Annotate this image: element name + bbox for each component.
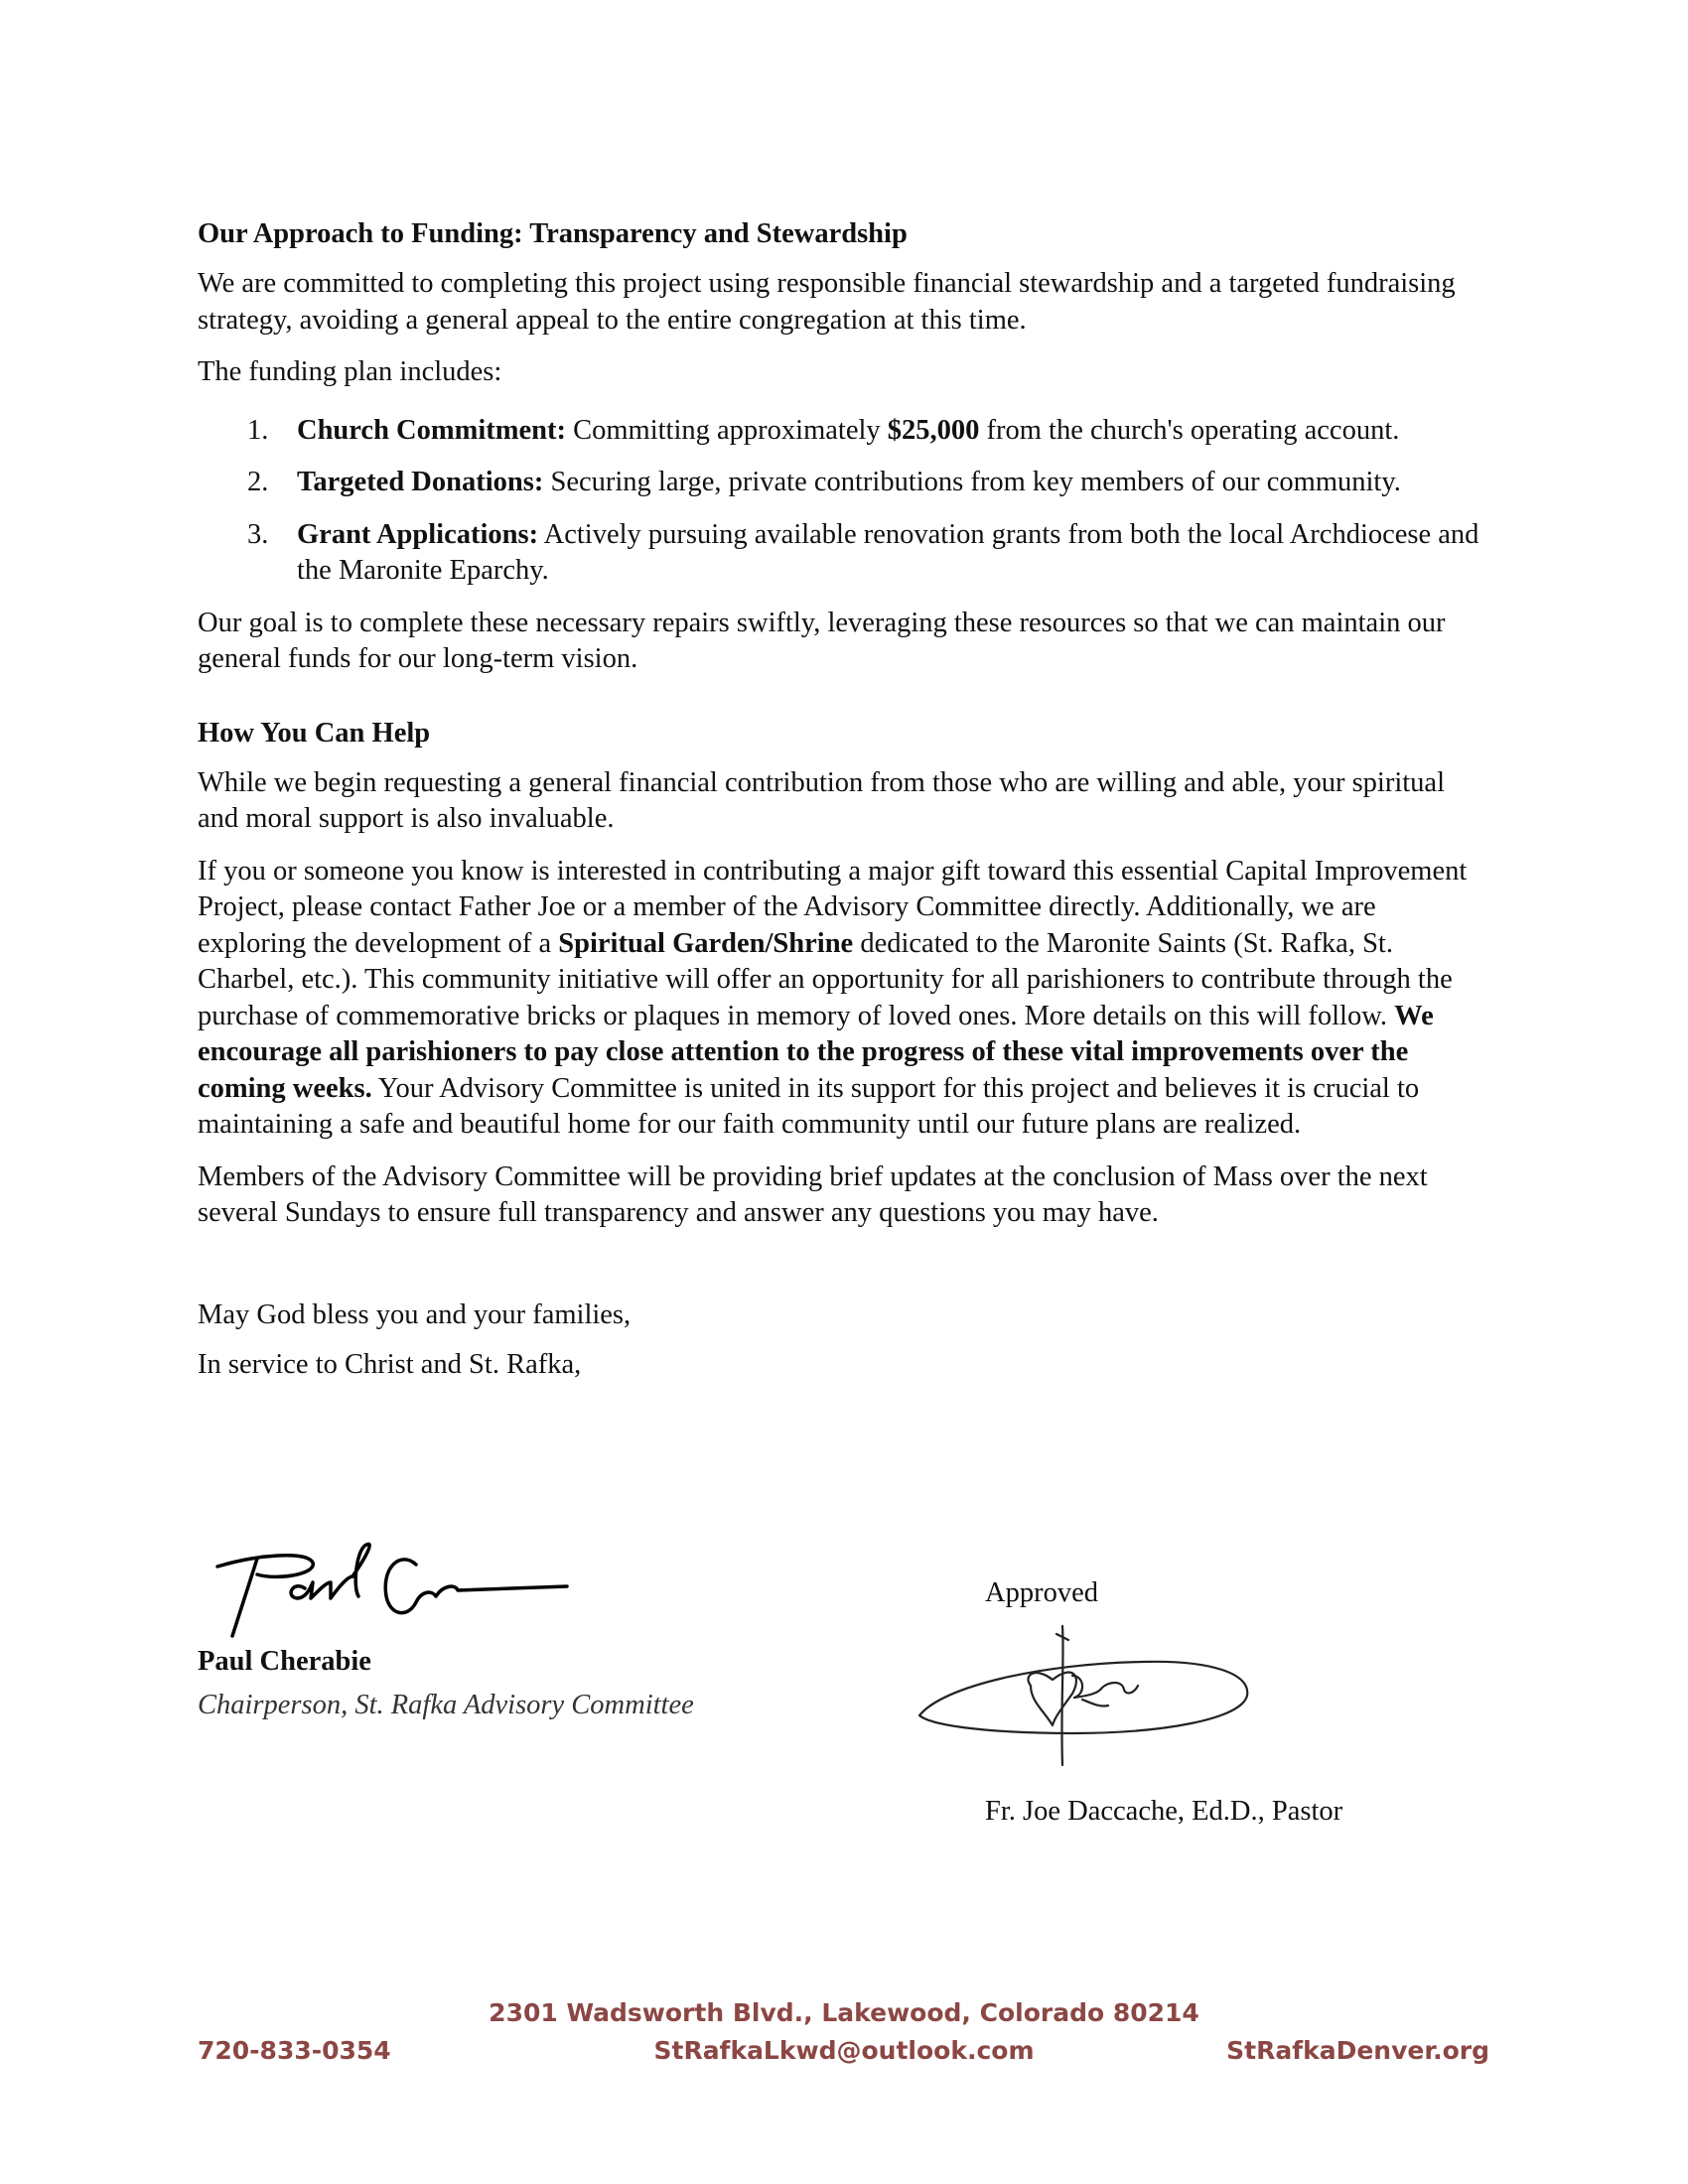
help-para-2: If you or someone you know is interested in contributing a major gift toward this essential Capital Improvement Project, please contact Father Joe or a member of the Advisory Committee directly. Additionally, we are exploring the development of a Spiritual Garden/Shrine dedicated to the Maronite Saints (St. Rafka, St. Charbel, etc.). This community initiative will offer an opportunity for all parishioners to contribute through the purchase of commemorative bricks or plaques in memory of loved ones. More details on this will follow. We encourage all parishioners to pay close attention to the progress of these vital improvements over the coming weeks. Your Advisory Committee is united in its support for this project and believes it is crucial to maintaining a safe and beautiful home for our faith community until our future plans are realized.: [198, 855, 1468, 1140]
footer-website[interactable]: StRafkaDenver.org: [1226, 2036, 1489, 2065]
chair-signature-block: [198, 1537, 793, 1720]
footer-phone[interactable]: 720-833-0354: [198, 2036, 391, 2065]
funding-heading: Our Approach to Funding: Transparency and Stewardship: [198, 218, 908, 249]
commitment-amount: $25,000: [887, 414, 980, 446]
help-heading: How You Can Help: [198, 717, 431, 749]
service-line: In service to Christ and St. Rafka,: [198, 1349, 582, 1380]
letter-body: [198, 216, 1488, 1398]
list-item: 1. Church Commitment: Committing approximately $25,000 from the church's operating account.: [247, 414, 1400, 446]
funding-goal: Our goal is to complete these necessary repairs swiftly, leveraging these resources so that we can maintain our general funds for our long-term vision.: [198, 607, 1446, 674]
help-para-1: While we begin requesting a general financial contribution from those who are willing and able, your spiritual and moral support is also invaluable.: [198, 766, 1445, 834]
handwritten-signature-chair: [198, 1537, 595, 1646]
list-item: 3. Grant Applications: Actively pursuing available renovation grants from both the local Archdiocese and the Maronite Eparchy.: [247, 518, 1479, 586]
footer-address: 2301 Wadsworth Blvd., Lakewood, Colorado 80214: [489, 1998, 1199, 2027]
funding-plan-list: [198, 413, 1488, 590]
approved-label: Approved: [985, 1577, 1098, 1608]
chair-name: Paul Cherabie: [198, 1646, 371, 1677]
help-para-3: Members of the Advisory Committee will be providing brief updates at the conclusion of Mass over the next several Sundays to ensure full transparency and answer any questions you may have.: [198, 1160, 1428, 1228]
funding-plan-label: The funding plan includes:: [198, 356, 502, 387]
help-section: [198, 716, 1488, 1232]
blessing-line: May God bless you and your families,: [198, 1298, 632, 1330]
footer-email[interactable]: StRafkaLkwd@outlook.com: [653, 2036, 1035, 2065]
list-item: 2. Targeted Donations: Securing large, private contributions from key members of our community.: [247, 467, 1401, 497]
pastor-signature-block: [914, 1616, 1271, 1780]
pastor-name: Fr. Joe Daccache, Ed.D., Pastor: [985, 1796, 1343, 1827]
handwritten-signature-pastor: [914, 1616, 1271, 1775]
closing: [198, 1297, 1488, 1384]
funding-intro: We are committed to completing this project using responsible financial stewardship and a targeted fundraising strategy, avoiding a general appeal to the entire congregation at this time.: [198, 268, 1456, 336]
chair-title: Chairperson, St. Rafka Advisory Committee: [198, 1690, 694, 1720]
